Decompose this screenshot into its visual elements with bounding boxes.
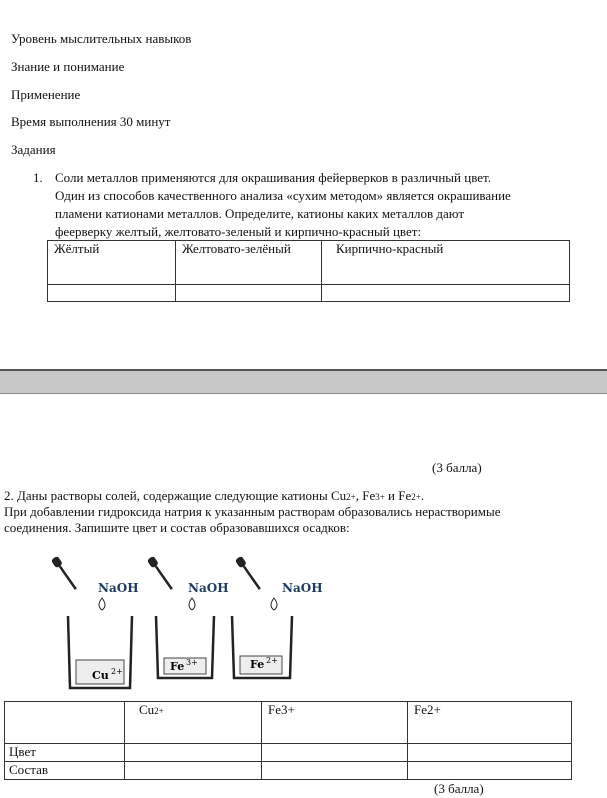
beaker-cu xyxy=(68,616,132,688)
answer-cell[interactable] xyxy=(262,762,408,780)
fe2-charge: 2+ xyxy=(411,492,421,502)
answer-cell[interactable] xyxy=(262,744,408,762)
answer-cell[interactable] xyxy=(322,285,570,302)
beaker-cu-charge: 2+ xyxy=(111,667,123,676)
row-label-composition: Состав xyxy=(5,762,125,780)
beaker-fe3-ion: Fe xyxy=(170,660,185,673)
header-yellow-green: Желтовато-зелёный xyxy=(176,241,322,285)
task2-prefix: 2. Даны растворы солей, содержащие следующие катионы xyxy=(4,488,331,503)
period: . xyxy=(420,488,425,503)
dropper-3 xyxy=(235,556,263,592)
table-row xyxy=(5,702,572,744)
cu-label: Cu xyxy=(330,488,347,503)
separator: и xyxy=(384,488,399,503)
beaker-cu-ion: Cu xyxy=(92,669,109,682)
time-line: Время выполнения 30 минут xyxy=(11,114,171,129)
naoh-label-1: NaOH xyxy=(98,581,139,595)
fe3-label: Fe xyxy=(362,488,376,503)
level-line: Уровень мыслительных навыков xyxy=(11,31,192,46)
answer-cell[interactable] xyxy=(125,744,262,762)
answer-cell[interactable] xyxy=(125,762,262,780)
cu-label: Cu xyxy=(139,702,155,717)
tasks-heading: Задания xyxy=(11,142,56,157)
table-row xyxy=(5,762,572,780)
task2-line-1 xyxy=(4,488,424,505)
separator: , xyxy=(355,488,363,503)
row-label-color: Цвет xyxy=(5,744,125,762)
beaker-fe2-ion: Fe xyxy=(250,658,265,671)
drop-1 xyxy=(99,598,105,610)
answer-cell[interactable] xyxy=(408,744,572,762)
beaker-fe2 xyxy=(232,616,292,678)
fe2-label: Fe xyxy=(398,488,412,503)
task1-score: (3 балла) xyxy=(432,460,482,475)
task2-score: (3 балла) xyxy=(434,781,484,796)
header-yellow: Жёлтый xyxy=(48,241,176,285)
header-brick-red: Кирпично-красный xyxy=(322,241,570,285)
answer-cell[interactable] xyxy=(176,285,322,302)
task2-line-3: соединения. Запишите цвет и состав образовавшихся осадков: xyxy=(4,520,350,535)
table-row xyxy=(48,285,570,302)
header-empty xyxy=(5,702,125,744)
beaker-fe2-charge: 2+ xyxy=(266,656,278,665)
knowledge-line: Знание и понимание xyxy=(11,59,125,74)
page-separator xyxy=(0,369,607,394)
naoh-label-3: NaOH xyxy=(282,581,323,595)
header-fe2: Fe2+ xyxy=(408,702,572,744)
drop-3 xyxy=(271,598,277,610)
task1-text-line-4: феерверку желтый, желтовато-зеленый и кирпично-красный цвет: xyxy=(55,224,422,239)
task1-number: 1. xyxy=(33,170,43,185)
header-cu xyxy=(125,702,262,744)
naoh-label-2: NaOH xyxy=(188,581,229,595)
dropper-1 xyxy=(51,556,79,592)
task2-line-2: При добавлении гидроксида натрия к указанным растворам образовались нерастворимые xyxy=(4,504,501,519)
cu-charge: 2+ xyxy=(346,492,356,502)
answer-cell[interactable] xyxy=(48,285,176,302)
header-fe3: Fe3+ xyxy=(262,702,408,744)
fe3-charge: 3+ xyxy=(375,492,385,502)
dropper-2 xyxy=(147,556,175,592)
beaker-fe3 xyxy=(156,616,214,678)
drop-2 xyxy=(189,598,195,610)
task1-text-line-1: Соли металлов применяются для окрашивания фейерверков в различный цвет. xyxy=(55,170,491,185)
table-row xyxy=(5,744,572,762)
precipitate-table xyxy=(4,701,572,780)
answer-cell[interactable] xyxy=(408,762,572,780)
application-line: Применение xyxy=(11,87,81,102)
flame-color-table xyxy=(47,240,570,302)
task1-text-line-2: Один из способов качественного анализа «сухим методом» является окрашивание xyxy=(55,188,511,203)
table-row xyxy=(48,241,570,285)
task1-text-line-3: пламени катионами металлов. Определите, катионы каких металлов дают xyxy=(55,206,465,221)
beakers-figure xyxy=(40,548,340,698)
beaker-fe3-charge: 3+ xyxy=(186,658,198,667)
cu-charge: 2+ xyxy=(154,706,164,716)
